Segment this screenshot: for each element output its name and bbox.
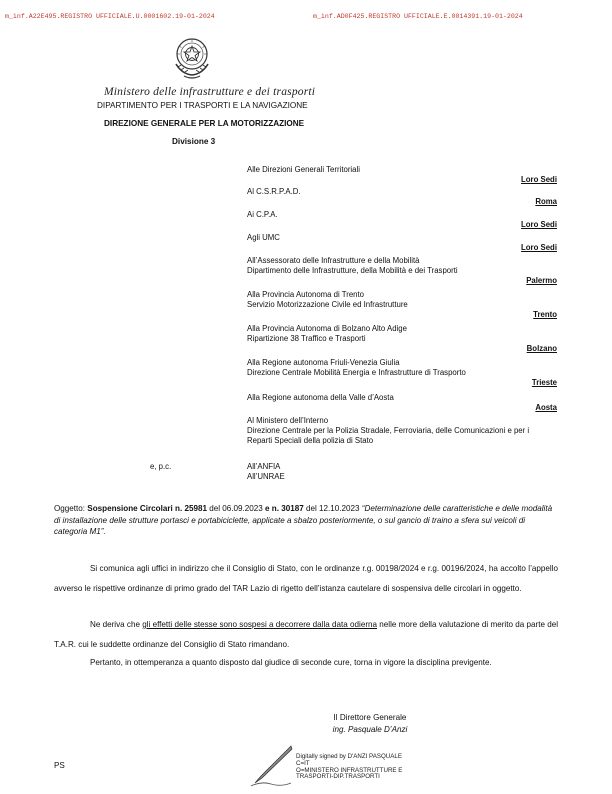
addressee-city: Aosta [535, 403, 557, 413]
paragraph-text: Ne deriva che [90, 620, 143, 629]
cc-label: e, p.c. [150, 462, 172, 471]
division-name: Divisione 3 [172, 137, 216, 146]
addressee-city: Loro Sedi [521, 243, 557, 253]
digital-signature-line: TRASPORTI-DIP.TRASPORTI [296, 773, 380, 781]
addressee-line: Reparti Speciali della polizia di Stato [247, 436, 374, 446]
addressee-line: Direzione Centrale Mobilità Energia e Infrastrutture di Trasporto [247, 368, 466, 378]
addressee-block [247, 256, 557, 287]
addressee-city: Bolzano [526, 344, 557, 354]
digital-signature-pen-icon [247, 743, 295, 789]
protocol-stamp-outgoing: m_inf.A22E495.REGISTRO UFFICIALE.U.0001602.19-01-2024 [5, 13, 215, 20]
subject-circular-1: Sospensione Circolari n. 25981 [87, 504, 207, 513]
addressee-city: Trento [533, 310, 557, 320]
digital-signature-details [296, 754, 402, 781]
addressee-block [247, 187, 557, 207]
addressee-city: Loro Sedi [521, 220, 557, 230]
addressee-line: Ripartizione 38 Traffico e Trasporti [247, 334, 366, 344]
addressee-line: Servizio Motorizzazione Civile ed Infrastrutture [247, 300, 408, 310]
addressee-line: All’Assessorato delle Infrastrutture e della Mobilità [247, 256, 420, 265]
addressee-line: Direzione Centrale per la Polizia Stradale, Ferroviaria, delle Comunicazioni e per i [247, 426, 530, 436]
directorate-name: DIREZIONE GENERALE PER LA MOTORIZZAZIONE [104, 119, 305, 128]
digital-signature-line: O=MINISTERO INFRASTRUTTURE E [296, 766, 403, 774]
addressee-line: Alla Provincia Autonoma di Trento [247, 290, 365, 299]
signature-block [290, 712, 450, 736]
paragraph-underlined-text: gli effetti delle stesse sono sospesi a decorrere dalla data odierna [142, 620, 378, 629]
body-paragraph-2 [54, 615, 558, 654]
addressee-block [247, 233, 557, 253]
subject [54, 503, 558, 538]
digital-signature-line: Digitally signed by D'ANZI PASQUALE [296, 753, 402, 760]
addressee-block [247, 324, 557, 355]
signer-title: Il Direttore Generale [333, 713, 407, 722]
addressee-line: Agli UMC [247, 233, 280, 242]
subject-date-1: del 06.09.2023 [206, 504, 266, 513]
protocol-stamp-incoming: m_inf.AD0F425.REGISTRO UFFICIALE.E.0014391.19-01-2024 [313, 13, 523, 20]
paragraph-text: nelle more della valutazione di merito da parte del T.A.R. cui le suddette ordinanze del Consiglio di Stato rimandano. [54, 620, 559, 649]
subject-title: “Determinazione delle caratteristiche e delle modalità di installazione delle strutture portasci e portabiciclette, applicate a sbalzo posteriormente, o sul gancio di traino a sfera sui veicoli di categoria M1”. [54, 504, 553, 537]
addressee-line: Al C.S.R.P.A.D. [247, 187, 301, 196]
cc-line: All’UNRAE [247, 472, 285, 482]
addressee-block [247, 393, 557, 413]
addressee-city: Palermo [526, 276, 557, 286]
signer-name: ing. Pasquale D’Anzi [332, 725, 408, 734]
addressee-city: Loro Sedi [521, 175, 557, 185]
subject-date-2: del 12.10.2023 [303, 504, 362, 513]
addressee-line: Alle Direzioni Generali Territoriali [247, 165, 360, 174]
addressee-block [247, 165, 557, 185]
addressee-line: Al Ministero dell’Interno [247, 416, 329, 425]
digital-signature-line: C=IT [296, 759, 310, 767]
addressee-line: Alla Regione autonoma della Valle d’Aosta [247, 393, 394, 402]
addressee-line: Ai C.P.A. [247, 210, 278, 219]
body-paragraph-3: Pertanto, in ottemperanza a quanto disposto dal giudice di seconde cure, torna in vigore la disciplina previgente. [90, 658, 492, 667]
ministry-name: Ministero delle infrastrutture e dei trasporti [104, 86, 316, 98]
addressee-block [247, 416, 557, 447]
subject-circular-2: e n. 30187 [265, 504, 304, 513]
addressee-line: Dipartimento delle Infrastrutture, della Mobilità e dei Trasporti [247, 266, 458, 276]
addressee-line: Alla Regione autonoma Friuli-Venezia Giulia [247, 358, 400, 367]
body-paragraph-1: Si comunica agli uffici in indirizzo che il Consiglio di Stato, con le ordinanze r.g. 00198/2024 e r.g. 00196/2024, ha accolto l’appello avverso le rispettive ordinanze di primo grado del TAR Lazio di rigetto dell’istanza cautelare di sospensiva delle circolari in oggetto. [54, 564, 558, 593]
addressee-line: Alla Provincia Autonoma di Bolzano Alto Adige [247, 324, 407, 333]
cc-line: All’ANFIA [247, 462, 281, 471]
italian-republic-emblem-icon [170, 34, 214, 80]
subject-label: Oggetto: [54, 504, 88, 513]
department-name: DIPARTIMENTO PER I TRASPORTI E LA NAVIGAZIONE [97, 101, 308, 110]
addressee-block [247, 358, 557, 389]
addressee-city: Trieste [531, 378, 557, 388]
author-initials: PS [54, 761, 65, 770]
addressee-block [247, 290, 557, 321]
addressee-city: Roma [535, 197, 557, 207]
addressee-block [247, 210, 557, 230]
cc-block [247, 462, 557, 482]
